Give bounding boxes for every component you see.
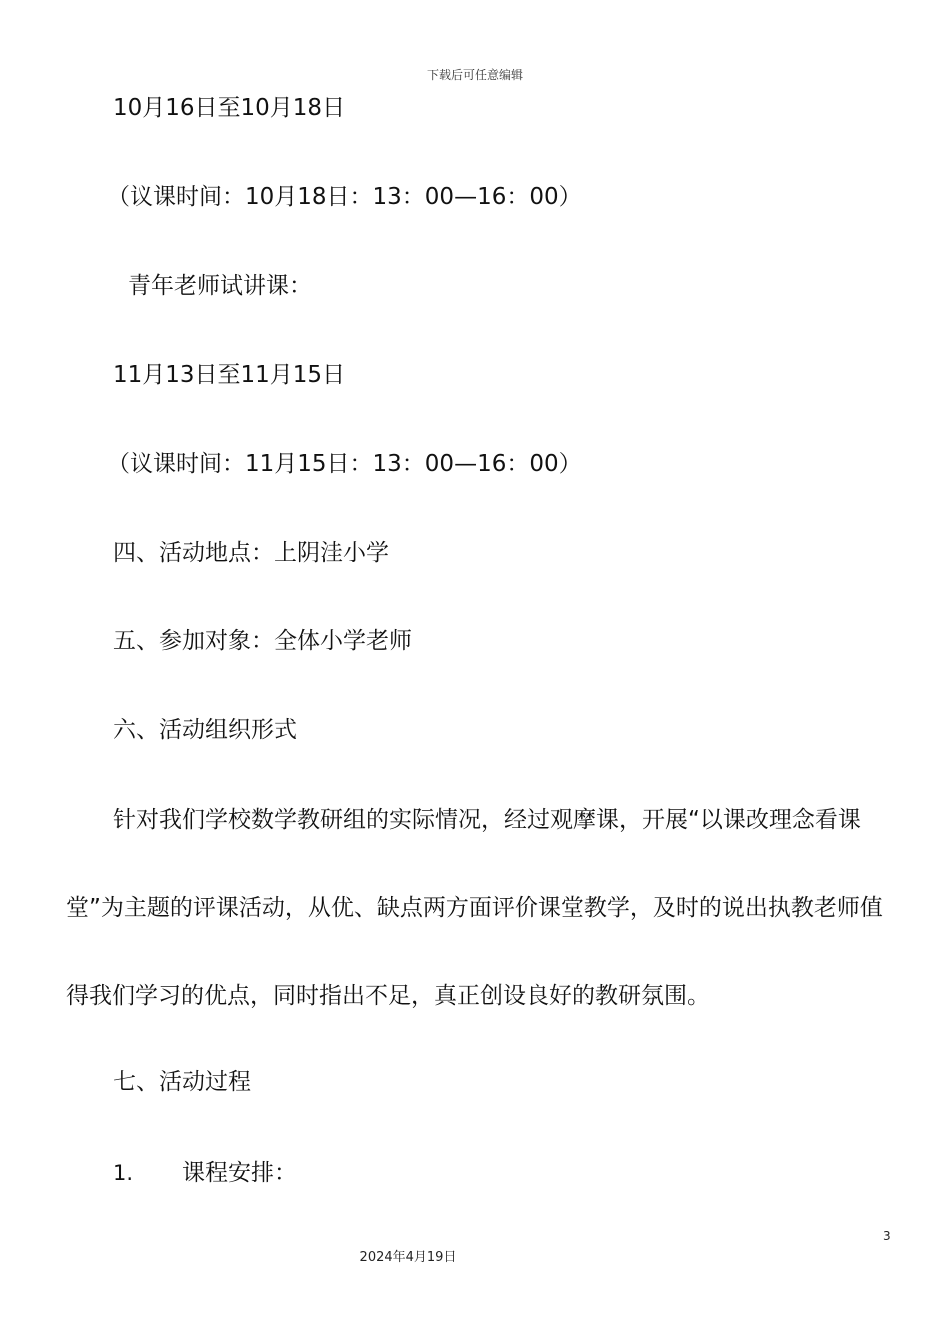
list-item-text: 课程安排： bbox=[182, 1160, 297, 1186]
trial-lecture-heading: 青年老师试讲课： bbox=[128, 273, 312, 299]
footer-date: 2024年4月19日 bbox=[359, 1250, 457, 1265]
section-six-heading: 六、活动组织形式 bbox=[113, 717, 297, 743]
section-seven-heading: 七、活动过程 bbox=[113, 1069, 251, 1095]
paragraph-line-3: 得我们学习的优点，同时指出不足，真正创设良好的教研氛围。 bbox=[66, 983, 710, 1009]
discussion-time-line: （议课时间：10月18日：13：00—16：00） bbox=[107, 184, 582, 210]
page-header: 下载后可任意编辑 bbox=[426, 68, 523, 82]
schedule-date-line-2: 11月13日至11月15日 bbox=[113, 362, 346, 388]
page-number: 3 bbox=[883, 1229, 891, 1243]
list-item-number: 1. bbox=[113, 1161, 134, 1185]
paragraph-line-2: 堂”为主题的评课活动，从优、缺点两方面评价课堂教学，及时的说出执教老师值 bbox=[66, 895, 883, 921]
section-four-location: 四、活动地点：上阴洼小学 bbox=[113, 540, 389, 566]
schedule-date-line: 10月16日至10月18日 bbox=[113, 95, 346, 121]
section-five-participants: 五、参加对象：全体小学老师 bbox=[113, 628, 412, 654]
discussion-time-line-2: （议课时间：11月15日：13：00—16：00） bbox=[107, 451, 582, 477]
paragraph-line-1: 针对我们学校数学教研组的实际情况，经过观摩课，开展“以课改理念看课 bbox=[113, 807, 861, 833]
